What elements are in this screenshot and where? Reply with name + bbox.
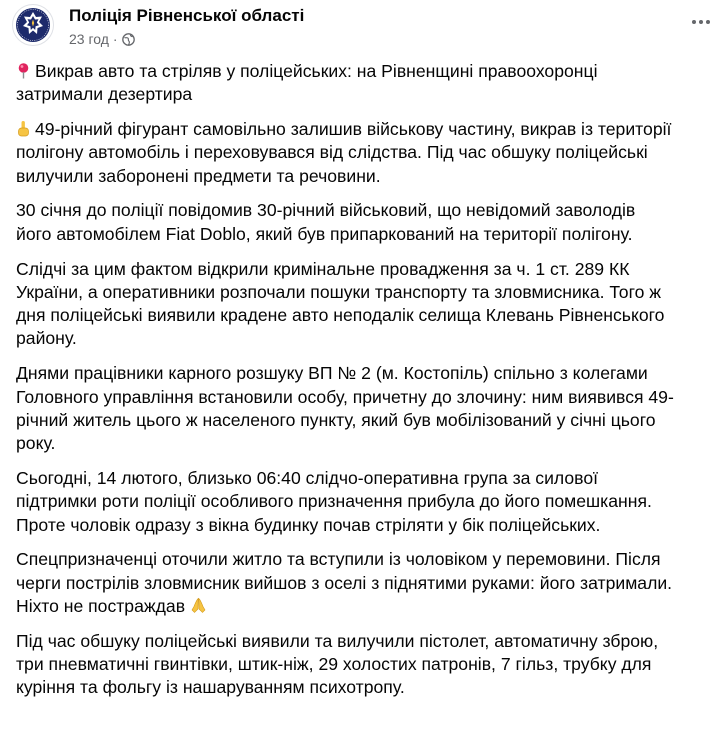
post-paragraph: Днями працівники карного розшуку ВП № 2 (м. Костопіль) спільно з колегами Головного управління встановили особу, причетну до злочину: ним виявився 49- річний житель цього ж населеного пункту, який був мобілізований у січні цього року. <box>16 363 674 454</box>
post-paragraph-headline <box>16 60 716 107</box>
paragraph-text: 49-річний фігурант самовільно залишив військову частину, викрав із території полігону автомобіль і переховувався від слідства. Під час обшуку поліцейські вилучили заборонені предмети та речовини. <box>16 119 672 186</box>
page-name[interactable]: Поліція Рівненської області <box>69 6 305 25</box>
post-timestamp[interactable]: 23 год <box>69 31 109 47</box>
post-paragraph: 30 січня до поліції повідомив 30-річний військовий, що невідомий заволодів його автомобілем Fiat Doblo, який був припаркований на території полігону. <box>16 200 636 244</box>
page-avatar[interactable] <box>12 4 54 46</box>
paragraph-text: Викрав авто та стріляв у поліцейських: на Рівненщині правоохоронці затримали дезертира <box>16 61 598 105</box>
police-badge-logo <box>13 5 53 45</box>
post-paragraph <box>16 548 716 618</box>
post-paragraph: Сьогодні, 14 лютого, близько 06:40 слідчо-оперативна група за силової підтримки роти поліції особливого призначення прибула до його помешкання. Проте чоловік одразу з вікна будинку почав стріляти у бік поліцейських. <box>16 467 652 535</box>
meta-separator: · <box>112 31 118 47</box>
post-body <box>16 60 716 711</box>
round-pushpin-emoji <box>16 62 31 79</box>
folded-hands-emoji <box>190 597 205 614</box>
post-meta <box>69 31 135 47</box>
post-paragraph-summary <box>16 118 716 188</box>
paragraph-text: Спецпризначенці оточили житло та вступили із чоловіком у перемовини. Після черги пострілів зловмисник вийшов з оселі з піднятими руками: його затримали. Ніхто не постраждав <box>16 549 673 616</box>
backhand-index-pointing-up-emoji <box>16 120 31 137</box>
more-options-button[interactable] <box>687 10 715 34</box>
more-options-icon <box>691 19 711 25</box>
globe-icon[interactable] <box>122 33 135 46</box>
post-header <box>12 4 715 52</box>
post-paragraph: Під час обшуку поліцейські виявили та вилучили пістолет, автоматичну зброю, три пневматичні гвинтівки, штик-ніж, 29 холостих патронів, 7 гільз, трубку для куріння та фольгу із нашаруванням психотропу. <box>16 630 659 698</box>
post-paragraph: Слідчі за цим фактом відкрили кримінальне провадження за ч. 1 ст. 289 КК України, а оперативники розпочали пошуки транспорту та зловмисника. Того ж дня поліцейські виявили крадене авто неподалік селища Клевань Рівненського району. <box>16 258 665 349</box>
